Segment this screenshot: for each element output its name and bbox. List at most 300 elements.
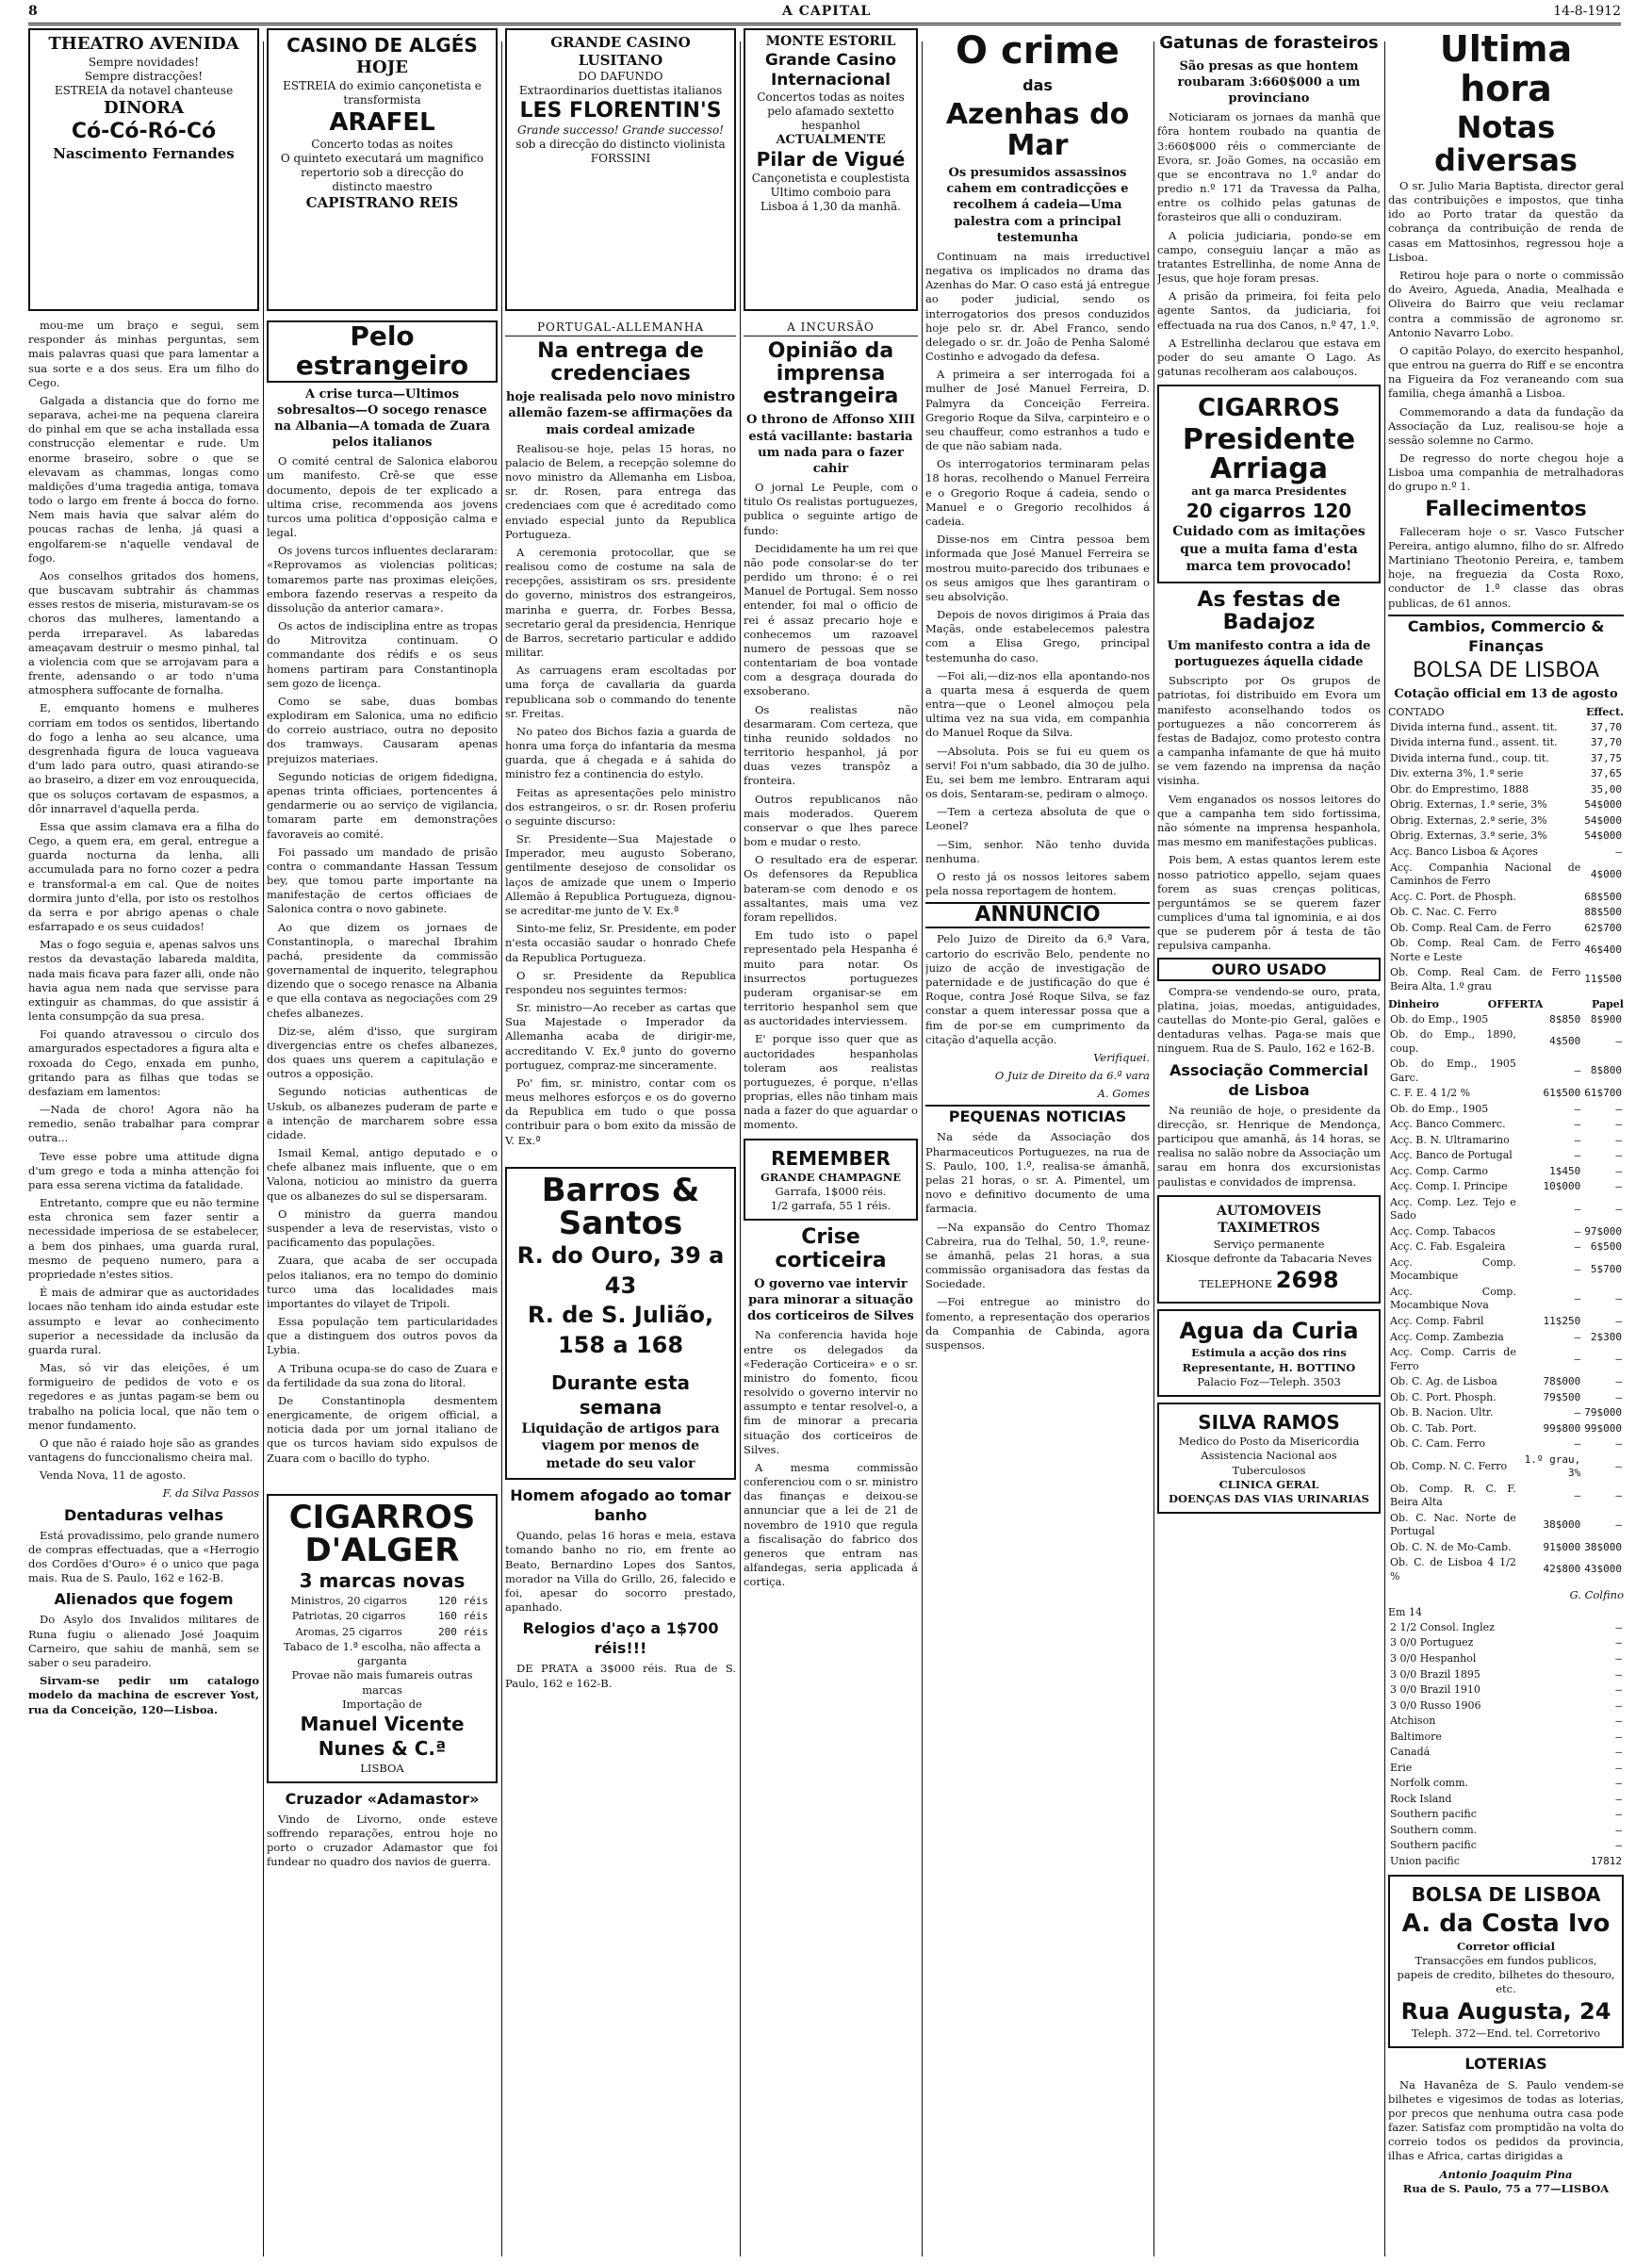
paragraph: Os interrogatorios terminaram pelas 18 horas, recolhendo o Manuel Ferreira e o Gregorio Roque á cadeia, sendo o Manuel e o Gregorio recolhidos á cadeia. bbox=[925, 457, 1150, 528]
table-cell: — bbox=[1574, 1118, 1581, 1131]
ad-title: D'ALGER bbox=[304, 1532, 460, 1570]
table-cell: 54$000 bbox=[1584, 829, 1622, 843]
table-cell: 42$800 bbox=[1543, 1563, 1581, 1576]
table-cell: Ob. do Emp., 1905 bbox=[1390, 1012, 1489, 1025]
table-cell: 54$000 bbox=[1584, 813, 1622, 827]
table-row bbox=[1388, 1285, 1624, 1314]
paragraph: Galgada a distancia que do forno me separava, achei-me na pequena clareira do pinhal em que se acha installada essa construcção elementar e rude. Um enorme braseiro, sobre o que se elevavam as chammas, longas como maldições d'uma tragedia antiga, tomava todo o largo em frente á bocca do forno. Nem mais havia que salvar além do poucas rachas de lenha, já quasi a engolfarem-se n'aquelle vendaval de fogo. bbox=[28, 393, 259, 565]
ad-line: Transacções em fundos publicos, papeis de credito, bilhetes do thesouro, etc. bbox=[1397, 1954, 1615, 1996]
column-rule bbox=[1153, 41, 1154, 2256]
table-cell: C. F. E. 4 1/2 % bbox=[1390, 1087, 1471, 1100]
ad-line: Estimula a acção dos rins bbox=[1191, 1346, 1347, 1360]
paragraph: Realisou-se hoje, pelas 15 horas, no palacio de Belem, a recepção solemne do novo ministro da Allemanha em Lisboa, sr. dr. Rosen, para entrega das credenciaes com que é acreditado como enviado especial junto da Republica Portugueza. bbox=[505, 441, 736, 541]
paragraph: Teve esse pobre uma attitude digna d'um grego e toda a minha attenção foi para essa serena victima da fatalidade. bbox=[28, 1149, 259, 1191]
table-cell: — bbox=[1574, 1203, 1581, 1216]
table-row bbox=[1388, 1012, 1624, 1028]
ad-name: A. da Costa Ivo bbox=[1401, 1909, 1611, 1938]
table-cell: Ob. C. Nac. C. Ferro bbox=[1390, 906, 1497, 919]
paragraph: Os actos de indisciplina entre as tropas do Mitrovitza continuam. O commandante dos rédifs e os seus homens partiram para Constantinopla sem gozo de licença. bbox=[267, 619, 498, 690]
table-cell: Ob. C. Tab. Port. bbox=[1390, 1421, 1477, 1435]
article-title: Notas diversas bbox=[1434, 108, 1578, 178]
table-cell: 8$900 bbox=[1590, 1012, 1622, 1025]
ad-line: 3 marcas novas bbox=[299, 1569, 466, 1593]
paragraph: Na reunião de hoje, o presidente da direcção, sr. Henrique de Mendonça, participou que amanhã, ás 14 horas, se realisa no salão nobre da Associação um sarau em honra dos excursionistas paulistas e convidados de imprensa. bbox=[1157, 1103, 1381, 1189]
table-cell: — bbox=[1574, 1406, 1581, 1419]
ad-title: MONTE ESTORIL bbox=[765, 34, 896, 49]
paragraph: Outros republicanos não mais moderados. Querem conservar o que lhes parece bom e mudar o resto. bbox=[744, 792, 918, 849]
column-2 bbox=[267, 319, 498, 2256]
table-cell: — bbox=[1615, 1651, 1622, 1665]
section-heading: Relogios d'aço a 1$700 réis!!! bbox=[522, 1619, 719, 1658]
ad-line: Representante, H. BOTTINO bbox=[1182, 1360, 1356, 1374]
table-cell: — bbox=[1615, 1180, 1622, 1193]
article-title: Gatunas de forasteiros bbox=[1159, 33, 1379, 53]
table-cell: Divida interna fund., assent. tit. bbox=[1390, 720, 1558, 733]
paragraph: Essa população tem particularidades que a distinguem dos outros povos da Lybia. bbox=[267, 1315, 498, 1357]
paragraph: Na Havanêza de S. Paulo vendem-se bilhetes e vigesimos de todas as loterias, por precos que nenhuma outra casa pode fazer. Satisfaz com promptidão na volta do correio todos os pedidos da provincia, ilhas e Africa, cartas dirigidas a bbox=[1388, 2077, 1624, 2163]
paragraph: O resto já os nossos leitores sabem pela nossa reportagem de hontem. bbox=[925, 869, 1150, 898]
table-cell: 6$500 bbox=[1590, 1240, 1622, 1254]
table-cell: — bbox=[1615, 1203, 1622, 1216]
table-cell: 200 réis bbox=[438, 1625, 488, 1638]
table-row bbox=[1388, 1133, 1624, 1149]
ad-casino-alges bbox=[267, 28, 498, 311]
table-row bbox=[1388, 1345, 1624, 1374]
table-cell: — bbox=[1574, 1224, 1581, 1238]
ad-line: ACTUALMENTE bbox=[776, 133, 886, 147]
table-cell: — bbox=[1615, 1777, 1622, 1790]
table-row bbox=[1388, 1776, 1624, 1792]
ad-line: Teleph. 372—End. tel. Corretorivo bbox=[1411, 2026, 1601, 2041]
paragraph: —Foi entregue ao ministro do fomento, a representação dos operarios da Companhia de Cabinda, agora suspensos. bbox=[925, 1295, 1150, 1352]
ad-line: Liquidação de artigos para viagem por menos de metade do seu valor bbox=[521, 1420, 720, 1471]
ad-address: Rua de S. Paulo, 75 a 77—LISBOA bbox=[1402, 2181, 1610, 2195]
table-row bbox=[274, 1625, 490, 1641]
ad-line: Sempre distracções! bbox=[84, 69, 204, 83]
paragraph: Vem enganados os nossos leitores do que a campanha tem sido fortissima, não sómente na imprensa hespanhola, mas mesmo em manifestações publicas. bbox=[1157, 792, 1381, 849]
ad-name: LES FLORENTIN'S bbox=[519, 98, 722, 123]
table-cell: — bbox=[1615, 1620, 1622, 1633]
paragraph: A primeira a ser interrogada foi a mulher de José Manuel Ferreira, D. Palmyra da Conceição Ferreira. Gregorio Roque da Silva, carpinteiro e o seu chauffeur, como estranhos a tudo e de que não sabiam nada. bbox=[925, 368, 1150, 453]
ad-line: HOJE bbox=[356, 57, 408, 77]
price-table bbox=[274, 1594, 490, 1641]
table-row bbox=[1388, 1179, 1624, 1195]
table-cell: 37,65 bbox=[1590, 767, 1622, 780]
table-cell: Acç. Comp. Carmo bbox=[1390, 1164, 1489, 1177]
table-cell: — bbox=[1574, 1292, 1581, 1305]
dateline: Venda Nova, 11 de agosto. bbox=[40, 1468, 187, 1483]
paragraph: O sr. Julio Maria Baptista, director geral das contribuições e impostos, que tinha ido ao Porto tratar da questão da cobrança da contribuição de renda de casas em Mattosinhos, regressou hoje a Lisboa. bbox=[1388, 178, 1624, 264]
table-cell: — bbox=[1615, 1149, 1622, 1162]
ad-address: R. do Ouro, 39 a 43 bbox=[516, 1242, 725, 1299]
article-title: Azenhas do Mar bbox=[945, 98, 1130, 163]
table-cell: — bbox=[1574, 1064, 1581, 1077]
table-row bbox=[1388, 905, 1624, 921]
table-row bbox=[1388, 1698, 1624, 1714]
table-cell: 11$250 bbox=[1543, 1314, 1581, 1327]
table-cell: 3 0/0 Portuguez bbox=[1390, 1636, 1474, 1649]
paragraph: Noticiaram os jornaes da manhã que fôra hontem roubado na quantia de 3:660$000 réis o commerciante de Evora, sr. João Gomes, na occasião em que se encontrava no 1.º andar do predio n.º 171 da Travessa da Palha, entre os colhido pelas gatunas de forasteiros que alli o conduziram. bbox=[1157, 110, 1381, 224]
paragraph: Decididamente ha um rei que não pode consolar-se do ter perdido um throno: é o rei Manuel de Portugal. Sem nosso entender, foi mal o officio de rei é assaz precario hoje e conhecemos um razoavel numero de pessoas que se contentariam de boa vontade com a desgraça dourada do exsoberano. bbox=[744, 541, 918, 698]
paragraph: Os jovens turcos influentes declararam: «Reprovamos as violencias politicas; tomaremos parte nas proximas eleições, embora fazendo reservas a respeito da dissolução da anterior camara». bbox=[267, 544, 498, 615]
ad-title: THEATRO AVENIDA bbox=[48, 34, 239, 54]
table-cell: 99$000 bbox=[1584, 1421, 1622, 1435]
offers-table bbox=[1388, 1012, 1624, 1585]
table-cell: Baltimore bbox=[1390, 1730, 1442, 1743]
table-cell: — bbox=[1574, 1240, 1581, 1254]
table-cell: Acç. Banco de Portugal bbox=[1390, 1149, 1513, 1162]
table-row bbox=[1388, 1195, 1624, 1224]
table-cell: — bbox=[1615, 1488, 1622, 1501]
column-4 bbox=[744, 319, 918, 2256]
paragraph: Feitas as apresentações pelo ministro dos estrangeiros, o sr. dr. Rosen proferiu o seguinte discurso: bbox=[505, 785, 736, 828]
signature: Verifiquei. bbox=[1093, 1050, 1150, 1064]
table-row bbox=[1388, 751, 1624, 767]
table-cell: — bbox=[1615, 1683, 1622, 1697]
ad-line: Tabaco de 1.ª escolha, não affecta a garganta bbox=[283, 1640, 482, 1668]
ad-address: 158 a 168 bbox=[557, 1332, 684, 1359]
table-cell: — bbox=[1615, 1133, 1622, 1146]
table-label: Em 14 bbox=[1388, 1606, 1422, 1619]
quotes-table bbox=[1388, 720, 1624, 994]
article-subtitle: hoje realisada pelo novo ministro allemão fazem-se affirmações da mais cordeal amizade bbox=[505, 390, 736, 437]
table-cell: 54$000 bbox=[1584, 798, 1622, 812]
paragraph: Sr. Presidente—Sua Majestade o Imperador, meu augusto Soberano, gentilmente desejoso de consolidar os laços de amizade que unem o Imperio Allemão á Republica Portugueza, dignou-se acreditar-me junto de V. Ex.ª bbox=[505, 832, 736, 917]
table-cell: 37,70 bbox=[1590, 736, 1622, 749]
table-row bbox=[274, 1594, 490, 1610]
article-subtitle: São presas as que hontem roubaram 3:660$000 a um provinciano bbox=[1177, 58, 1361, 107]
table-cell: Obrig. Externas, 3.ª serie, 3% bbox=[1390, 829, 1547, 843]
table-cell: — bbox=[1615, 1667, 1622, 1681]
signature: G. Colfino bbox=[1569, 1588, 1624, 1602]
paragraph: Quando, pelas 16 horas e meia, estava tomando banho no rio, em frente ao Beato, Bernardino Lopes dos Santos, morador na Villa do Grillo, 26, falecido e foi, apesar do socorro prestado, apanhado. bbox=[505, 1529, 736, 1615]
table-cell: — bbox=[1615, 845, 1622, 858]
paragraph: Na séde da Associação dos Pharmaceuticos Portuguezes, na rua de S. Paulo, 100, 1.º, realisa-se ámanhã, pelas 21 horas, o sr. A. Pimentel, um novo e definitivo documento de uma farmacia. bbox=[925, 1130, 1150, 1216]
table-cell: — bbox=[1615, 1292, 1622, 1305]
table-row bbox=[1388, 1730, 1624, 1746]
paragraph: O que não é raiado hoje são as grandes vantagens do funccionalismo cheira mal. bbox=[28, 1436, 259, 1465]
column-rule bbox=[740, 41, 741, 2256]
table-row bbox=[1388, 1823, 1624, 1839]
table-cell: Ob. C. Nac. Norte de Portugal bbox=[1390, 1511, 1516, 1538]
table-cell: — bbox=[1615, 1636, 1622, 1649]
ad-name: DINORA bbox=[103, 97, 185, 118]
ad-line: LISBOA bbox=[360, 1761, 404, 1775]
table-cell: Ob. C. Port. Phosph. bbox=[1390, 1390, 1497, 1403]
signature: A. Gomes bbox=[1097, 1087, 1150, 1101]
ad-title: CIGARROS bbox=[1197, 394, 1341, 423]
table-cell: Acç. Comp. Tabacos bbox=[1390, 1224, 1496, 1238]
table-row bbox=[1388, 1239, 1624, 1255]
ad-title: SILVA RAMOS bbox=[1198, 1410, 1340, 1434]
ad-line: 1/2 garrafa, 55 1 réis. bbox=[770, 1199, 891, 1213]
table-cell: 61$500 bbox=[1543, 1087, 1581, 1100]
paragraph: Po' fim, sr. ministro, contar com os meus melhores esforços e os do governo da Republica em tudo o que possa contribuir para o bom exito da missão de V. Ex.ª bbox=[505, 1075, 736, 1147]
paragraph: A Estrellinha declarou que estava em poder do seu amante O Lago. As gatunas recolheram aos calabouços. bbox=[1157, 336, 1381, 379]
signature: O Juiz de Direito da 6.ª vara bbox=[994, 1069, 1150, 1083]
table-label: Papel bbox=[1592, 998, 1624, 1011]
paragraph: No pateo dos Bichos fazia a guarda de honra uma força do infantaria da mesma guarda, que á chegada e á sahida do ministro fez a continencia do estylo. bbox=[505, 724, 736, 781]
table-cell: 8$800 bbox=[1590, 1064, 1622, 1077]
table-cell: 61$700 bbox=[1584, 1087, 1622, 1100]
ad-line: Corretor official bbox=[1457, 1939, 1555, 1953]
table-cell: 38$000 bbox=[1543, 1518, 1581, 1531]
paragraph: Aos conselhos gritados dos homens, que buscavam subtrahir ás chammas esses restos de miseria, misturavam-se os choros das mulheres, lamentando a perda irreparavel. As labaredas ameaçavam destruir o mesmo pinhal, tal a violencia com que se arrojavam para a frente, adensando o ar todo n'uma atmosphera suffocante de fornalha. bbox=[28, 568, 259, 697]
paragraph: Falleceram hoje o sr. Vasco Futscher Pereira, antigo alumno, filho do sr. Alfredo Martiniano Theotonio Pereira, e, tambem hoje, na freguezia da Costa Roxo, conductor de 1.ª classe das obras publicas, de 61 annos. bbox=[1388, 524, 1624, 610]
table-row bbox=[1388, 965, 1624, 994]
table-cell: Acç. B. N. Ultramarino bbox=[1390, 1133, 1510, 1146]
table-cell: Ob. C. de Lisboa 4 1/2 % bbox=[1390, 1556, 1516, 1583]
column-3 bbox=[505, 319, 736, 2256]
table-cell: 97$000 bbox=[1584, 1224, 1622, 1238]
paragraph: A prisão da primeira, foi feita pelo agente Santos, da judiciaria, foi effectuada na rua dos Canos, n.º 47, 1.º. bbox=[1157, 289, 1381, 332]
table-row bbox=[1388, 813, 1624, 829]
ad-line: Medico do Posto da Misericordia bbox=[1178, 1435, 1360, 1449]
table-cell: 2$300 bbox=[1590, 1330, 1622, 1343]
ad-title: REMEMBER bbox=[771, 1146, 891, 1170]
table-row bbox=[1388, 1838, 1624, 1854]
ad-name: Grande Casino Internacional bbox=[764, 50, 897, 90]
table-cell: — bbox=[1615, 1437, 1622, 1451]
table-cell: — bbox=[1574, 1263, 1581, 1276]
table-cell: 3 0/0 Brazil 1910 bbox=[1390, 1683, 1480, 1697]
page-header bbox=[28, 4, 1649, 21]
ad-line: Provae não mais fumareis outras marcas bbox=[291, 1668, 473, 1697]
ad-line: Concertos todas as noites pelo afamado sextetto hespanhol bbox=[757, 90, 905, 132]
table-cell: — bbox=[1615, 1375, 1622, 1388]
table-cell: — bbox=[1615, 1823, 1622, 1836]
section-heading: ANNUNCIO bbox=[925, 902, 1150, 928]
table-cell: 3 0/0 Hespanhol bbox=[1390, 1651, 1477, 1665]
table-row bbox=[1388, 1651, 1624, 1667]
column-7 bbox=[1388, 28, 1624, 2256]
paragraph: Pois bem, A estas quantos lerem este nosso patriotico appello, sejam quaes forem as suas crenças politicas, perguntámos se se querem fazer cumplices d'uma tal ignominia, e ai dos que se puderem pôr á testa de tão repulsiva campanha. bbox=[1157, 853, 1381, 953]
article-title: Pelo estrangeiro bbox=[267, 320, 498, 383]
paragraph: Foi quando atravessou o circulo dos amargurados espectadores a figura alta e roxoada do Cego, enxada em punho, gritando para as filhas que todas se desfaziam em lamentos: bbox=[28, 1027, 259, 1098]
table-cell: Ob. Comp. R. C. F. Beira Alta bbox=[1390, 1482, 1516, 1509]
paragraph: A mesma commissão conferenciou com o sr. ministro das finanças e deixou-se annunciar que a lei de 21 de novembro de 1910 que regula a fiscalisação do fabrico dos generos que entram nas alfandegas, seria applicada á cortiça. bbox=[744, 1460, 918, 1589]
table-cell: 17812 bbox=[1590, 1854, 1622, 1867]
paragraph: E' porque isso quer que as auctoridades hespanholas toleram aos realistas portuguezes, é porque, n'ellas proprias, elles não tinham mais nada a fazer do que aguardar o momento. bbox=[744, 1032, 918, 1132]
table-cell: Acç. Comp. I. Principe bbox=[1390, 1180, 1508, 1193]
paragraph: E, emquanto homens e mulheres corriam em todos os sentidos, libertando do fogo a lenha ao seu alcance, uma desgrenhada figura de louca vagueava d'um lado para outro, quasi atirando-se ao braseiro, a dizer em voz enrouquecida, que os soluços cortavam de espasmos, a dôr innarravel d'aquella perda. bbox=[28, 701, 259, 815]
table-cell: — bbox=[1615, 1714, 1622, 1728]
paragraph: As carruagens eram escoltadas por uma força de cavallaria da guarda republicana sob o commando do tenente sr. Freitas. bbox=[505, 664, 736, 720]
table-row bbox=[1388, 1682, 1624, 1698]
table-row bbox=[1388, 936, 1624, 965]
section-heading: LOTERIAS bbox=[1464, 2055, 1547, 2074]
paragraph: Zuara, que acaba de ser occupada pelos italianos, era no tempo do dominio turco uma das localidades mais importantes do vilayet de Tripoli. bbox=[267, 1254, 498, 1310]
table-cell: Acç. Banco Commerc. bbox=[1390, 1118, 1506, 1131]
table-cell: — bbox=[1615, 1698, 1622, 1712]
paragraph: Commemorando a data da fundação da Associação da Luz, realisou-se hoje a sessão solemne no Carmo. bbox=[1388, 404, 1624, 447]
ad-line: Importação de bbox=[342, 1697, 422, 1711]
table-cell: Atchison bbox=[1390, 1714, 1436, 1728]
ad-line: Serviço permanente bbox=[1213, 1237, 1325, 1251]
article-kicker: A INCURSÃO bbox=[744, 320, 918, 336]
table-cell: 10$000 bbox=[1543, 1180, 1581, 1193]
paragraph: É mais de admirar que as auctoridades locaes não tenham ido ainda estudar este assumpto e levar ao conhecimento superior a necessidade da inclusão da guarda rural. bbox=[28, 1286, 259, 1356]
table-cell: Southern pacific bbox=[1390, 1808, 1477, 1821]
paragraph: Subscripto por Os grupos de patriotas, foi distribuido em Evora um manifesto aconselhando todos os portuguezes a não concorrerem ás festas de Badajoz, como protesto contra a campanha infamante de que há muito se vem fazendo na imprensa da nação visinha. bbox=[1157, 674, 1381, 788]
section-heading: PEQUENAS NOTICIAS bbox=[925, 1105, 1150, 1126]
article-subtitle: Cotação official em 13 de agosto bbox=[1394, 687, 1618, 702]
article-title: Opinião da imprensa estrangeira bbox=[762, 338, 899, 409]
ad-line: O quinteto executará um magnifico repertorio sob a direcção do distincto maestro bbox=[280, 152, 484, 193]
table-cell: — bbox=[1615, 1746, 1622, 1759]
paragraph: Pelo Juizo de Direito da 6.ª Vara, cartorio do escrivão Belo, pendente no juizo de acção de investigação de paternidade e de justificação do que é Roque, contra José Roque Silva, se faz constar a quem interessar possa que a fim de por-se em cumprimento da citação d'aquella acção. bbox=[925, 932, 1150, 1046]
paragraph: Compra-se vendendo-se ouro, prata, platina, joias, moedas, antiguidades, cautellas do Monte-pio Geral, galões e dentaduras velhas. Paga-se mais que ninguem. Rua de S. Paulo, 162 e 162-B. bbox=[1157, 984, 1381, 1056]
table-row bbox=[1388, 845, 1624, 861]
table-cell: 78$000 bbox=[1543, 1375, 1581, 1388]
table-cell: Rock Island bbox=[1390, 1792, 1452, 1805]
table-cell: Union pacific bbox=[1390, 1854, 1460, 1867]
ad-line: Sempre novidades! bbox=[88, 55, 200, 69]
ad-grande-casino bbox=[505, 28, 736, 311]
table-label: Effect. bbox=[1585, 706, 1624, 719]
paragraph: Depois de novos dirigimos á Praia das Maçãs, onde estabelecemos palestra com a Elisa Grego, principal testemunha do caso. bbox=[925, 608, 1150, 664]
ad-name: ARAFEL bbox=[329, 107, 435, 137]
table-cell: — bbox=[1615, 1839, 1622, 1852]
table-cell: 3 0/0 Brazil 1895 bbox=[1390, 1667, 1480, 1681]
paragraph: —Nada de choro! Agora não ha remedio, senão trabalhar para comprar outra... bbox=[28, 1103, 259, 1145]
paragraph: —Absoluta. Pois se fui eu quem os servi! Foi n'um sabbado, dia 30 de julho. Eu, sei bem me lembro. Entraram aqui os dois, Sentaram-se, pediram o almoço. bbox=[925, 744, 1150, 801]
table-row bbox=[1388, 1390, 1624, 1406]
table-cell: Acç. Banco Lisboa & Açores bbox=[1390, 845, 1538, 858]
table-row bbox=[1388, 1635, 1624, 1651]
section-heading: Homem afogado ao tomar banho bbox=[510, 1486, 731, 1525]
table-row bbox=[1388, 1164, 1624, 1180]
table-cell: — bbox=[1615, 1102, 1622, 1115]
paragraph: Na conferencia havida hoje entre os delegados da «Federação Corticeira» e o sr. ministro do fomento, ficou resolvido o governo intervir no assumpto e tentar resolvel-o, a fim de minorar a precaria situação dos corticeiros de Silves. bbox=[744, 1328, 918, 1456]
table-row bbox=[1388, 735, 1624, 751]
table-label: CONTADO bbox=[1388, 706, 1445, 719]
section-heading: Cambios, Commercio & Finanças bbox=[1388, 615, 1624, 656]
ad-name: Barros & Santos bbox=[541, 1171, 700, 1243]
table-row bbox=[1388, 1086, 1624, 1102]
table-cell: Acç. C. Fab. Esgaleira bbox=[1390, 1240, 1506, 1254]
ad-maestro: CAPISTRANO REIS bbox=[305, 194, 459, 211]
table-cell: 1$450 bbox=[1549, 1164, 1581, 1177]
ad-barros-santos bbox=[505, 1167, 736, 1480]
section-heading: BOLSA DE LISBOA bbox=[1413, 659, 1599, 683]
ad-line: DO DAFUNDO bbox=[578, 69, 663, 83]
table-cell: 91$000 bbox=[1543, 1540, 1581, 1553]
table-row bbox=[1388, 1667, 1624, 1683]
ad-line: Durante esta semana bbox=[550, 1370, 691, 1419]
section-heading: Associação Commercial de Lisboa bbox=[1169, 1060, 1369, 1099]
ad-address: Rua Augusta, 24 bbox=[1400, 1997, 1611, 2025]
table-row bbox=[1388, 1511, 1624, 1540]
ad-title: Agua da Curia bbox=[1179, 1317, 1359, 1344]
paragraph: O sr. Presidente da Republica respondeu nos seguintes termos: bbox=[505, 968, 736, 996]
section-heading: Cruzador «Adamastor» bbox=[285, 1789, 480, 1808]
paragraph: Em tudo isto o papel representado pela Hespanha é muito para notar. Os insurrectos portuguezes puderam organisar-se em territorio hespanhol sem que as auctoridades interviessem. bbox=[744, 928, 918, 1028]
table-row bbox=[1388, 1027, 1624, 1057]
paragraph: Ao que dizem os jornaes de Constantinopla, o marechal Ibrahim pachá, presidente da commissão governamental de inquerito, telegraphou dizendo que o socego renasce na Albania e que ella contava as negociações com 29 chefes albanezes. bbox=[267, 920, 498, 1020]
article-subtitle: Os presumidos assassinos cahem em contradicções e recolhem á cadeia—Uma palestra com a principal testemunha bbox=[946, 166, 1129, 245]
paragraph: Segundo noticias de origem fidedigna, apenas trinta officiaes, portencentes á gendarmerie ou ao serviço de vigilancia, tomaram parte em demonstrações favoraveis ao comité. bbox=[267, 769, 498, 841]
signature: F. da Silva Passos bbox=[162, 1486, 259, 1501]
table-cell: — bbox=[1615, 1118, 1622, 1131]
ad-play: Có-Có-Ró-Có bbox=[71, 120, 217, 143]
table-cell: — bbox=[1574, 1330, 1581, 1343]
paragraph: Essa que assim clamava era a filha do Cego, a quem era, em geral, entregue a guarda nocturna da lenha, alli accumulada para no forno cozer a pedra e transformal-a em cal. Que de noites dormira junto d'ella, por isto os restolhos da serra e por abrigo apenas o chale esfarrapado e os seus cuidados! bbox=[28, 819, 259, 934]
ad-monte-estoril bbox=[744, 28, 918, 311]
paragraph: —Na expansão do Centro Thomaz Cabreira, rua do Telhal, 50, 1.º, reune-se ámanhã, pelas 21 horas, a sua commissão organisadora das festas da Sociedade. bbox=[925, 1220, 1150, 1291]
table-row bbox=[1388, 1620, 1624, 1636]
table-cell: — bbox=[1574, 1437, 1581, 1451]
table-cell: 5$700 bbox=[1590, 1263, 1622, 1276]
table-cell: — bbox=[1615, 1730, 1622, 1743]
ad-line: CLINICA GERAL bbox=[1219, 1477, 1319, 1491]
table-row bbox=[1388, 1792, 1624, 1808]
table-cell: Ob. do Emp., 1905 bbox=[1390, 1102, 1489, 1115]
table-cell: Norfolk comm. bbox=[1390, 1777, 1469, 1790]
column-rule bbox=[1384, 41, 1385, 2256]
ad-address: R. de S. Julião, bbox=[527, 1302, 714, 1329]
table-label: OFFERTA bbox=[1487, 998, 1544, 1011]
ad-actor: Nascimento Fernandes bbox=[53, 144, 235, 162]
paragraph: Os realistas não desarmaram. Com certeza, que tinha reunido soldados no territorio hespanhol, já por duas vezes transpôz a fronteira. bbox=[744, 702, 918, 788]
table-row bbox=[1388, 1745, 1624, 1761]
article-title: Ultima hora bbox=[1439, 28, 1573, 109]
table-row bbox=[1388, 1714, 1624, 1730]
table-cell: Ob. Comp. Real Cam. de Ferro bbox=[1390, 921, 1552, 934]
ad-phone: 2698 bbox=[1275, 1267, 1339, 1294]
paragraph: Mas, só vir das eleições, é um formigueiro de pedidos de voto e os regedores e as juntas pagam-se bem ou trabalho na policia local, que não tem o menor fundamento. bbox=[28, 1361, 259, 1432]
table-cell: 11$500 bbox=[1584, 973, 1622, 986]
ad-title: BOLSA DE LISBOA bbox=[1411, 1883, 1601, 1907]
table-cell: Ob. do Emp., 1890, coup. bbox=[1390, 1028, 1516, 1055]
table-cell: — bbox=[1574, 1102, 1581, 1115]
table-cell: — bbox=[1574, 1353, 1581, 1366]
article-title: das bbox=[1022, 76, 1053, 94]
ad-line: ant ga marca Presidentes bbox=[1191, 484, 1347, 498]
table-cell: 2 1/2 Consol. Inglez bbox=[1390, 1620, 1495, 1633]
paragraph: O jornal Le Peuple, com o titulo Os realistas portuguezes, publica o seguinte artigo de fundo: bbox=[744, 481, 918, 537]
table-cell: Divida interna fund., assent. tit. bbox=[1390, 736, 1558, 749]
ad-line: Kiosque defronte da Tabacaria Neves bbox=[1166, 1251, 1372, 1265]
table-row bbox=[1388, 766, 1624, 782]
table-cell: Ob. C. N. de Mo-Camb. bbox=[1390, 1540, 1512, 1553]
table-cell: 35,00 bbox=[1590, 782, 1622, 796]
table-cell: — bbox=[1615, 1761, 1622, 1774]
ad-line: Palacio Foz—Teleph. 3503 bbox=[1197, 1374, 1341, 1388]
table-cell: 88$500 bbox=[1584, 906, 1622, 919]
paragraph: mou-me um braço e segui, sem responder ás minhas perguntas, sem mais palavras quasi que para lamentar a sua sorte e a dos seus. Era um filho do Cego. bbox=[28, 319, 259, 389]
paragraph: De Constantinopla desmentem energicamente, de origem official, a noticia dada por um jornal italiano de que os turcos haviam sido expulsos de Zuara com o bacillo do typho. bbox=[267, 1393, 498, 1465]
table-cell: 68$500 bbox=[1584, 890, 1622, 903]
ad-presidente-arriaga bbox=[1157, 385, 1381, 582]
ad-line: DOENÇAS DAS VIAS URINARIAS bbox=[1169, 1491, 1369, 1505]
table-row bbox=[274, 1609, 490, 1625]
paragraph: —Sim, senhor. Não tenho duvida nenhuma. bbox=[925, 837, 1150, 865]
table-cell: Southern pacific bbox=[1390, 1839, 1477, 1852]
section-heading: Crise corticeira bbox=[775, 1225, 887, 1272]
table-cell: — bbox=[1574, 1133, 1581, 1146]
ad-name: Presidente Arriaga bbox=[1182, 422, 1356, 486]
table-cell: Patriotas, 20 cigarros bbox=[291, 1610, 406, 1623]
table-cell: 120 réis bbox=[438, 1594, 488, 1607]
table-row bbox=[1388, 1330, 1624, 1346]
table-cell: — bbox=[1615, 1518, 1622, 1531]
table-row bbox=[1388, 1540, 1624, 1556]
paragraph: —Foi ali,—diz-nos ella apontando-nos a quarta mesa á esquerda de quem entra—que o Leonel almoçou pela ultima vez na sua vida, em companhia do Manuel Roque da Silva. bbox=[925, 668, 1150, 740]
table-cell: 79$500 bbox=[1543, 1390, 1581, 1403]
paragraph: Vindo de Livorno, onde esteve soffrendo reparações, entrou hoje no porto o cruzador Adamastor que foi fundear no quadro dos navios de guerra. bbox=[267, 1812, 498, 1869]
table-cell: Obr. do Emprestimo, 1888 bbox=[1390, 782, 1529, 796]
